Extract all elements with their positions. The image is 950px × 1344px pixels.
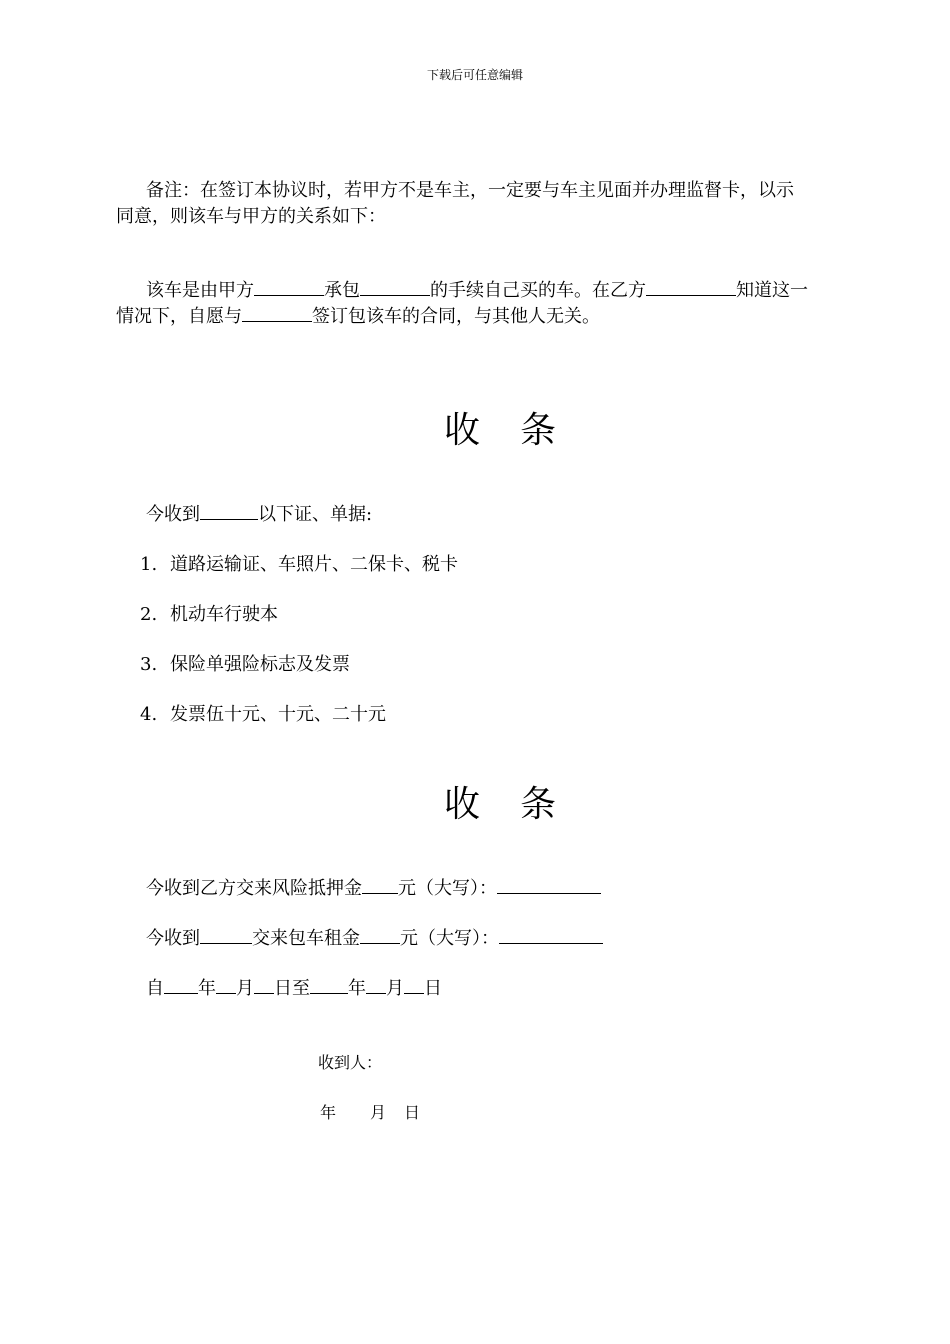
blank-party-a[interactable] bbox=[254, 277, 324, 296]
note-line-2: 同意，则该车与甲方的关系如下： bbox=[116, 206, 386, 227]
page-header: 下载后可任意编辑 bbox=[426, 68, 523, 82]
period-end-day-label: 日 bbox=[424, 978, 442, 999]
blank-start-day[interactable] bbox=[254, 975, 274, 994]
date-day-label: 日 bbox=[404, 1103, 421, 1122]
blank-contractor[interactable] bbox=[360, 277, 430, 296]
receipt1-intro-a: 今收到 bbox=[146, 504, 200, 525]
blank-end-day[interactable] bbox=[404, 975, 424, 994]
list-item-text: 机动车行驶本 bbox=[170, 604, 278, 625]
rent-text-a: 今收到 bbox=[146, 928, 200, 949]
list-item-number: 1. bbox=[140, 554, 158, 575]
list-item bbox=[140, 550, 458, 576]
blank-party[interactable] bbox=[242, 303, 312, 322]
rent-text-b: 交来包车租金 bbox=[252, 928, 360, 949]
receipt2-title-a: 收 bbox=[444, 784, 481, 825]
period-from-label: 自 bbox=[146, 978, 164, 999]
blank-start-year[interactable] bbox=[164, 975, 198, 994]
blank-party-b[interactable] bbox=[646, 277, 736, 296]
relation-text-6: 签订包该车的合同，与其他人无关。 bbox=[312, 306, 600, 327]
period-end-month-label: 月 bbox=[386, 978, 404, 999]
list-item bbox=[140, 600, 278, 626]
deposit-text-a: 今收到乙方交来风险抵押金 bbox=[146, 878, 362, 899]
deposit-text-b: 元（大写）： bbox=[398, 878, 497, 899]
relation-text-1: 该车是由甲方 bbox=[146, 280, 254, 301]
blank-payer[interactable] bbox=[200, 925, 252, 944]
blank-deposit-amount[interactable] bbox=[362, 875, 398, 894]
receipt2-title-b: 条 bbox=[520, 784, 557, 825]
list-item-number: 2. bbox=[140, 604, 158, 625]
rent-text-c: 元（大写）： bbox=[400, 928, 499, 949]
period-line bbox=[146, 974, 442, 1000]
relation-text-5: 情况下，自愿与 bbox=[116, 306, 242, 327]
receipt1-title-a: 收 bbox=[444, 410, 481, 451]
blank-deposit-words[interactable] bbox=[497, 875, 601, 894]
list-item-number: 3. bbox=[140, 654, 158, 675]
blank-receiver-name[interactable] bbox=[200, 501, 258, 520]
blank-end-month[interactable] bbox=[366, 975, 386, 994]
date-month-label: 月 bbox=[370, 1103, 387, 1122]
period-month-label: 月 bbox=[236, 978, 254, 999]
date-year-label: 年 bbox=[320, 1103, 337, 1122]
list-item-text: 保险单强险标志及发票 bbox=[170, 654, 350, 675]
note-line-1: 备注：在签订本协议时，若甲方不是车主，一定要与车主见面并办理监督卡，以示 bbox=[146, 180, 794, 201]
blank-rent-amount[interactable] bbox=[360, 925, 400, 944]
relation-text-2: 承包 bbox=[324, 280, 360, 301]
receipt1-title-b: 条 bbox=[520, 410, 557, 451]
period-end-year-label: 年 bbox=[348, 978, 366, 999]
list-item bbox=[140, 700, 386, 726]
rent-line bbox=[146, 924, 603, 950]
signature-date bbox=[320, 1100, 420, 1123]
receiver-label: 收到人： bbox=[318, 1053, 383, 1072]
receipt1-intro-b: 以下证、单据: bbox=[258, 504, 373, 525]
list-item-number: 4. bbox=[140, 704, 158, 725]
relation-line-2 bbox=[116, 302, 600, 328]
relation-line-1 bbox=[146, 276, 808, 302]
list-item-text: 发票伍十元、十元、二十元 bbox=[170, 704, 386, 725]
list-item bbox=[140, 650, 350, 676]
relation-text-4: 知道这一 bbox=[736, 280, 808, 301]
period-year-label: 年 bbox=[198, 978, 216, 999]
blank-end-year[interactable] bbox=[310, 975, 348, 994]
relation-text-3: 的手续自己买的车。在乙方 bbox=[430, 280, 646, 301]
deposit-line bbox=[146, 874, 601, 900]
blank-rent-words[interactable] bbox=[499, 925, 603, 944]
list-item-text: 道路运输证、车照片、二保卡、税卡 bbox=[170, 554, 458, 575]
receipt1-intro bbox=[146, 500, 372, 526]
blank-start-month[interactable] bbox=[216, 975, 236, 994]
period-to-label: 日至 bbox=[274, 978, 310, 999]
